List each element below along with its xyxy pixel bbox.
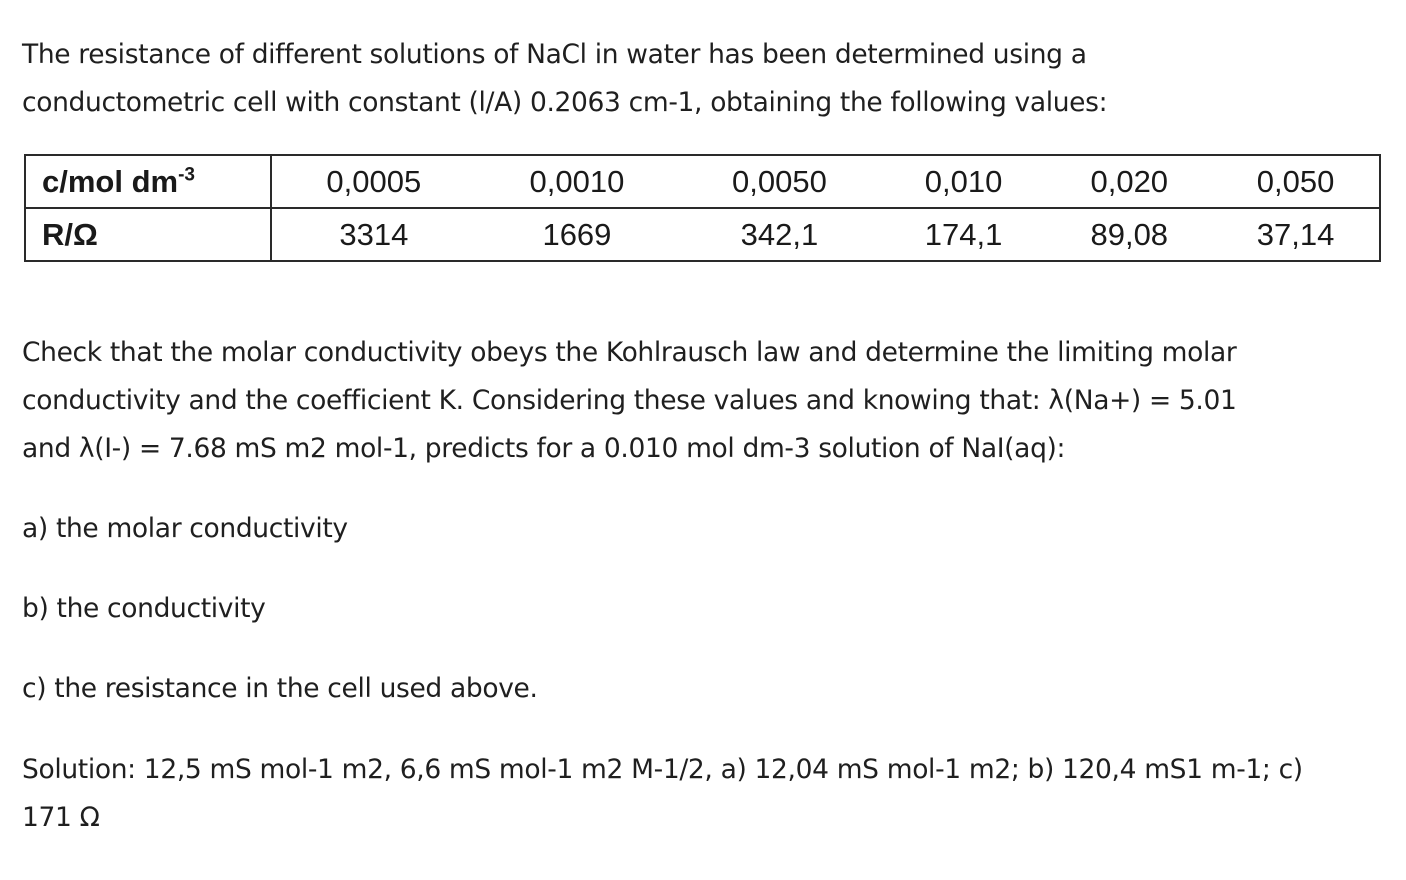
question-part-c: c) the resistance in the cell used above. (22, 673, 538, 704)
concentration-cell: 0,0010 (476, 155, 679, 208)
resistance-header: R/Ω (25, 208, 271, 261)
resistance-cell: 342,1 (678, 208, 881, 261)
question-part-a: a) the molar conductivity (22, 513, 348, 544)
intro-line-1: The resistance of different solutions of NaCl in water has been determined using a (22, 39, 1087, 70)
resistance-cell: 1669 (476, 208, 679, 261)
concentration-header-exponent: -3 (178, 164, 195, 186)
concentration-cell: 0,020 (1046, 155, 1212, 208)
concentration-row (25, 155, 1380, 208)
task-line-2: conductivity and the coefficient K. Considering these values and knowing that: λ(Na+) = 5.01 (22, 385, 1237, 416)
resistance-cell: 174,1 (881, 208, 1047, 261)
concentration-cell: 0,010 (881, 155, 1047, 208)
concentration-header (25, 155, 271, 208)
concentration-cell: 0,0050 (678, 155, 881, 208)
solution-paragraph (22, 746, 1303, 842)
intro-paragraph (22, 31, 1107, 127)
resistance-cell: 89,08 (1046, 208, 1212, 261)
concentration-cell: 0,050 (1212, 155, 1380, 208)
intro-line-2: conductometric cell with constant (l/A) 0.2063 cm-1, obtaining the following values: (22, 87, 1108, 118)
task-paragraph (22, 329, 1237, 473)
resistance-cell: 37,14 (1212, 208, 1380, 261)
solution-line-2: 171 Ω (22, 802, 100, 833)
concentration-header-label: c/mol dm (42, 163, 179, 199)
concentration-cell: 0,0005 (271, 155, 476, 208)
question-part-b: b) the conductivity (22, 593, 266, 624)
task-line-3: and λ(I-) = 7.68 mS m2 mol-1, predicts for a 0.010 mol dm-3 solution of NaI(aq): (22, 433, 1066, 464)
solution-line-1: Solution: 12,5 mS mol-1 m2, 6,6 mS mol-1 m2 M-1/2, a) 12,04 mS mol-1 m2; b) 120,4 mS1 m-1; c) (22, 754, 1303, 785)
data-table (24, 154, 1381, 262)
resistance-cell: 3314 (271, 208, 476, 261)
resistance-row (25, 208, 1380, 261)
task-line-1: Check that the molar conductivity obeys the Kohlrausch law and determine the limiting molar (22, 337, 1237, 368)
